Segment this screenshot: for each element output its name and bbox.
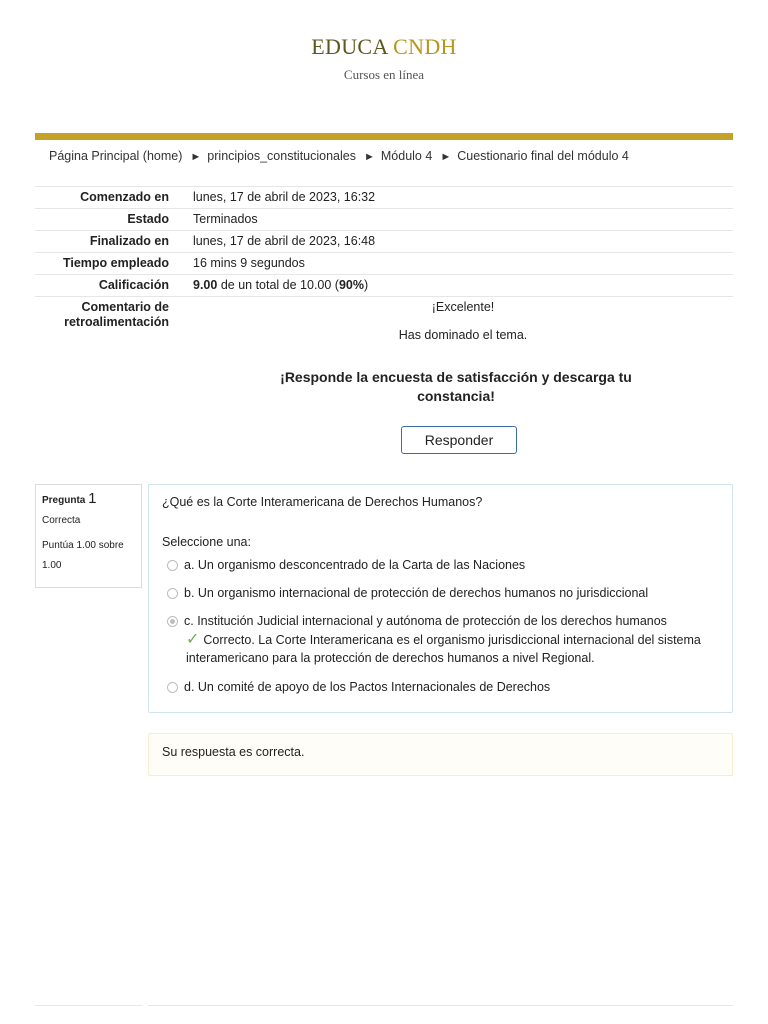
- started-value: lunes, 17 de abril de 2023, 16:32: [193, 190, 376, 204]
- summary-row-time: [35, 253, 733, 275]
- breadcrumb-home[interactable]: Página Principal (home): [49, 149, 183, 163]
- option-d-label: d. Un comité de apoyo de los Pactos Internacionales de Derechos: [184, 680, 551, 694]
- summary-row-feedback: [35, 297, 733, 349]
- breadcrumb-module[interactable]: Módulo 4: [380, 149, 433, 163]
- breadcrumb-separator: ►: [190, 151, 202, 163]
- respond-button[interactable]: Responder: [401, 426, 517, 454]
- feedback-label-line1: Comentario de: [81, 300, 169, 314]
- breadcrumb: [49, 149, 629, 163]
- radio-option-d[interactable]: [167, 682, 178, 693]
- outcome-text: Su respuesta es correcta.: [162, 745, 305, 759]
- survey-message: ¡Responde la encuesta de satisfacción y descarga tu constancia!: [280, 369, 632, 404]
- next-question-info-edge: [35, 1005, 142, 1006]
- feedback-text: Correcto. La Corte Interamericana es el organismo jurisdiccional internacional del sistema interamericano para la protección de derechos humanos a nivel Regional.: [186, 633, 701, 665]
- feedback-label: [35, 297, 181, 349]
- breadcrumb-course[interactable]: principios_constitucionales: [207, 149, 356, 163]
- breadcrumb-separator: ►: [440, 151, 452, 163]
- question-info: [35, 484, 142, 588]
- answer-option-c[interactable]: [167, 612, 667, 630]
- state-label: Estado: [127, 212, 169, 226]
- feedback-label-line2: retroalimentación: [64, 315, 169, 329]
- site-title-cndh: CNDH: [393, 34, 457, 59]
- question-outcome: [148, 733, 733, 776]
- feedback-line-1: ¡Excelente!: [431, 300, 495, 314]
- question-text: ¿Qué es la Corte Interamericana de Derechos Humanos?: [162, 495, 483, 509]
- time-value: 16 mins 9 segundos: [193, 256, 305, 270]
- attempt-summary: [35, 186, 733, 349]
- finished-value: lunes, 17 de abril de 2023, 16:48: [193, 234, 376, 248]
- option-b-label: b. Un organismo internacional de protección de derechos humanos no jurisdiccional: [184, 586, 649, 600]
- summary-row-state: [35, 209, 733, 231]
- time-label: Tiempo empleado: [62, 256, 169, 270]
- summary-row-grade: [35, 275, 733, 297]
- answer-option-d[interactable]: [167, 678, 550, 696]
- answer-option-a[interactable]: [167, 556, 525, 574]
- feedback-value: [181, 297, 733, 349]
- grade-mid: de un total de 10.00 (: [217, 278, 339, 292]
- started-label: Comenzado en: [80, 190, 169, 204]
- grade-score: 9.00: [193, 278, 218, 292]
- breadcrumb-separator: ►: [364, 151, 375, 163]
- grade-end: ): [364, 278, 369, 292]
- grade-label: Calificación: [98, 278, 169, 292]
- radio-option-a[interactable]: [167, 560, 178, 571]
- specific-feedback: [186, 631, 726, 667]
- grade-percent: 90%: [338, 278, 364, 292]
- checkmark-icon: ✓: [186, 631, 200, 648]
- grade-value: [181, 275, 733, 296]
- finished-label: Finalizado en: [89, 234, 169, 248]
- option-a-label: a. Un organismo desconcentrado de la Carta de las Naciones: [184, 558, 526, 572]
- site-subtitle: Cursos en línea: [343, 67, 425, 82]
- breadcrumb-quiz[interactable]: Cuestionario final del módulo 4: [457, 149, 629, 163]
- site-title-educa: EDUCA: [311, 34, 388, 59]
- feedback-line-2: Has dominado el tema.: [398, 328, 528, 342]
- summary-row-finished: [35, 231, 733, 253]
- question-number-value: 1: [88, 490, 97, 507]
- question-label: Pregunta: [42, 495, 86, 506]
- site-title: [0, 34, 768, 60]
- summary-row-started: [35, 187, 733, 209]
- radio-option-c[interactable]: [167, 616, 178, 627]
- question-content: [148, 484, 733, 713]
- header-divider: [35, 133, 733, 140]
- question-number: [42, 490, 135, 507]
- option-c-label: c. Institución Judicial internacional y autónoma de protección de los derechos humanos: [184, 614, 667, 628]
- state-value: Terminados: [193, 212, 258, 226]
- question-grade: Puntúa 1.00 sobre 1.00: [42, 540, 124, 571]
- radio-option-b[interactable]: [167, 588, 178, 599]
- question-state: Correcta: [42, 515, 81, 526]
- answer-option-b[interactable]: [167, 584, 648, 602]
- question-prompt: Seleccione una:: [162, 535, 251, 549]
- next-question-content-edge: [148, 1005, 733, 1006]
